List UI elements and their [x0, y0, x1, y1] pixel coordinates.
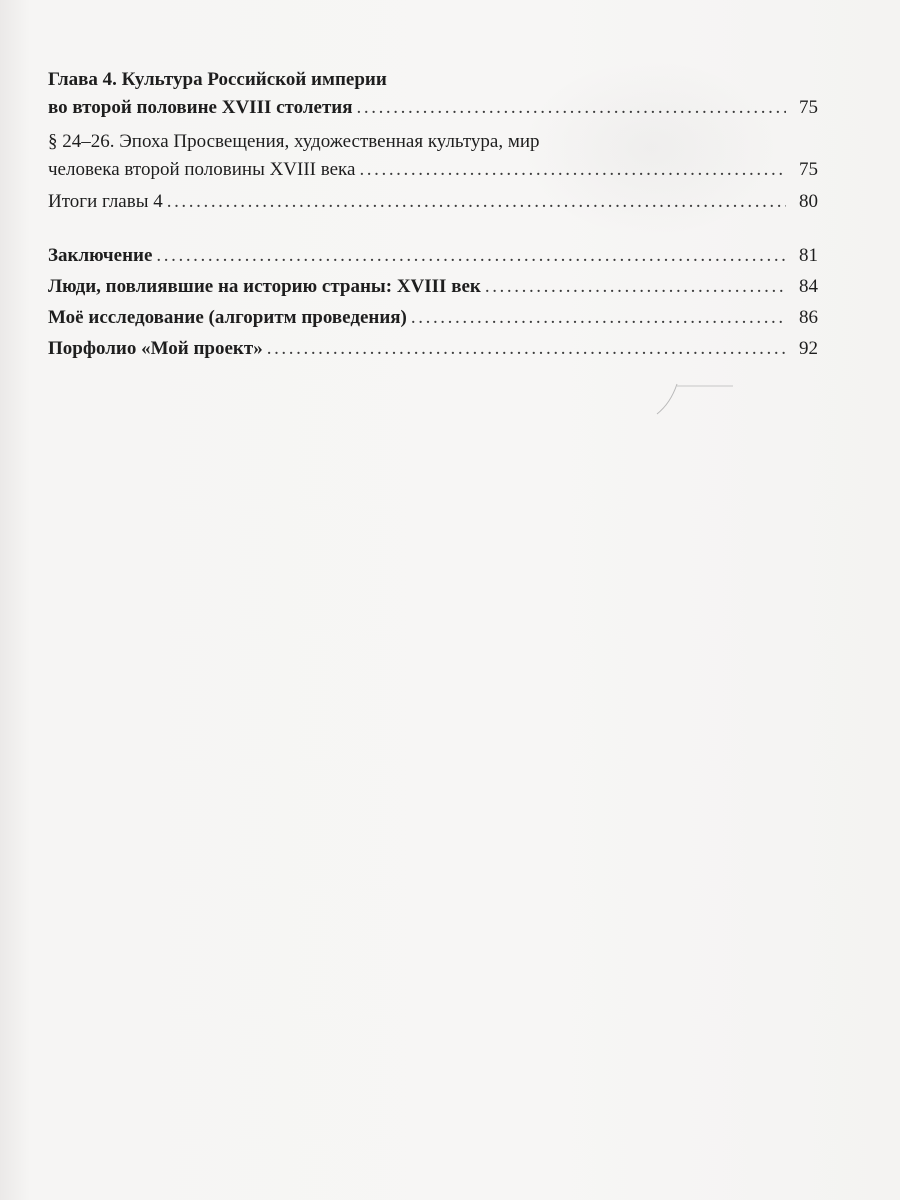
- page-number: 81: [799, 245, 818, 266]
- toc-entry-people[interactable]: [48, 273, 818, 301]
- toc-entry-section-24-26[interactable]: [48, 128, 818, 184]
- page-number: 75: [799, 159, 818, 180]
- page-number: 86: [799, 307, 818, 328]
- page-number: 75: [799, 97, 818, 118]
- toc-entry-chapter-4[interactable]: [48, 66, 818, 122]
- chapter-title-line-2: во второй половине XVIII столетия: [48, 97, 353, 118]
- section-title-line-1: § 24–26. Эпоха Просвещения, художественная культура, мир: [48, 131, 540, 152]
- conclusion-line: [48, 242, 818, 270]
- dot-leader: [267, 335, 786, 363]
- dot-leader: [357, 94, 786, 122]
- toc-entry-conclusion[interactable]: [48, 242, 818, 270]
- section-title-last-line: [48, 156, 818, 184]
- dot-leader: [359, 156, 786, 184]
- page-number: 80: [799, 191, 818, 212]
- dot-leader: [485, 273, 786, 301]
- people-title: Люди, повлиявшие на историю страны: XVIII век: [48, 276, 481, 297]
- portfolio-line: [48, 335, 818, 363]
- toc-entry-portfolio[interactable]: [48, 335, 818, 363]
- chapter-title-last-line: [48, 94, 818, 122]
- research-line: [48, 304, 818, 332]
- dot-leader: [156, 242, 786, 270]
- toc-entry-research[interactable]: [48, 304, 818, 332]
- page-number: 92: [799, 338, 818, 359]
- people-line: [48, 273, 818, 301]
- chapter-title-line-1: Глава 4. Культура Российской империи: [48, 69, 387, 90]
- conclusion-title: Заключение: [48, 245, 153, 266]
- section-title-line-2: человека второй половины XVIII века: [48, 159, 356, 180]
- portfolio-title: Порфолио «Мой проект»: [48, 338, 263, 359]
- page-number: 84: [799, 276, 818, 297]
- summary-line: [48, 188, 818, 216]
- pencil-mark: [655, 380, 735, 416]
- dot-leader: [411, 304, 786, 332]
- dot-leader: [167, 188, 786, 216]
- toc-entry-chapter-summary[interactable]: [48, 188, 818, 216]
- research-title: Моё исследование (алгоритм проведения): [48, 307, 407, 328]
- table-of-contents: [48, 66, 818, 366]
- summary-title: Итоги главы 4: [48, 191, 163, 212]
